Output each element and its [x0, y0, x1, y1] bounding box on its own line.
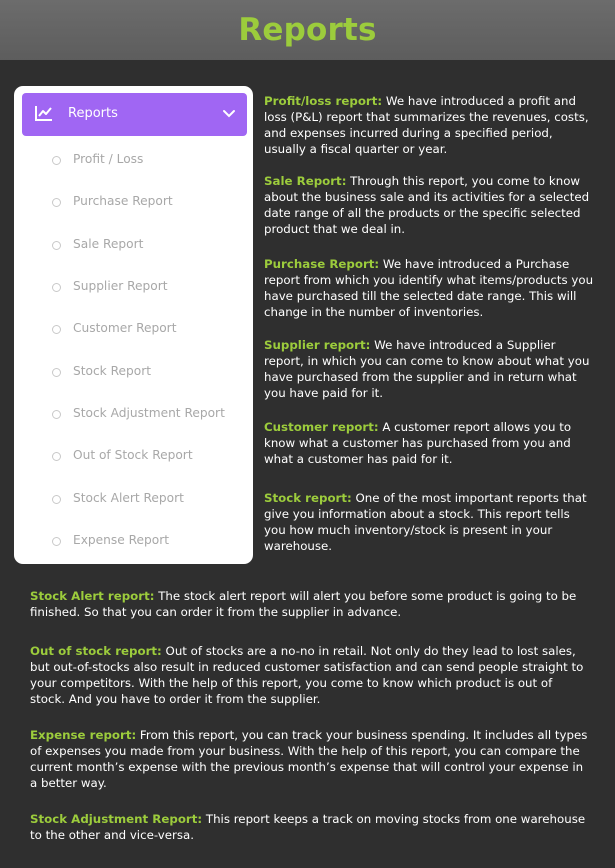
- menu-item-purchase-report[interactable]: [14, 184, 253, 224]
- description-text: We have introduced a profit and loss (P&L) report that summarizes the revenues, costs, and expenses incurred during a specified period, usually a fiscal quarter or year.: [264, 94, 589, 156]
- menu-item-label: Purchase Report: [73, 194, 173, 208]
- description-text: This report keeps a track on moving stocks from one warehouse to the other and vice-versa.: [30, 812, 586, 842]
- chevron-down-icon: [222, 107, 236, 121]
- description-customer-report: [264, 419, 594, 467]
- description-purchase-report: [264, 256, 594, 320]
- description-stock-report: [264, 490, 594, 554]
- description-term: Out of stock report:: [30, 644, 162, 658]
- circle-icon: [52, 325, 61, 334]
- menu-item-expense-report[interactable]: [14, 523, 253, 563]
- page-header: [0, 0, 615, 60]
- description-term: Stock Adjustment Report:: [30, 812, 203, 826]
- description-term: Stock report:: [264, 491, 352, 505]
- description-out-of-stock-report: [30, 643, 588, 707]
- description-stock-alert-report: [30, 588, 588, 620]
- menu-item-label: Customer Report: [73, 321, 177, 335]
- reports-menu-label: Reports: [68, 106, 118, 121]
- description-term: Expense report:: [30, 728, 137, 742]
- description-profit-loss: [264, 93, 594, 157]
- description-text: A customer report allows you to know what a customer has purchased from you and what a customer has paid for it.: [264, 420, 572, 466]
- menu-item-label: Sale Report: [73, 237, 144, 251]
- menu-item-label: Stock Alert Report: [73, 491, 184, 505]
- reports-menu-toggle[interactable]: [22, 93, 247, 136]
- circle-icon: [52, 283, 61, 292]
- menu-item-out-of-stock-report[interactable]: [14, 438, 253, 478]
- circle-icon: [52, 156, 61, 165]
- menu-item-sale-report[interactable]: [14, 227, 253, 267]
- circle-icon: [52, 537, 61, 546]
- description-text: Through this report, you come to know about the business sale and its activities for a selected date range of all the products or the specific selected product that we deal in.: [264, 174, 590, 236]
- description-term: Supplier report:: [264, 338, 371, 352]
- circle-icon: [52, 452, 61, 461]
- menu-item-label: Stock Adjustment Report: [73, 406, 225, 420]
- description-stock-adjustment-report: [30, 811, 588, 843]
- menu-item-label: Stock Report: [73, 364, 152, 378]
- description-text: The stock alert report will alert you before some product is going to be finished. So that you can order it from the supplier in advance.: [30, 589, 577, 619]
- menu-item-stock-adjustment-report[interactable]: [14, 396, 253, 436]
- menu-item-stock-alert-report[interactable]: [14, 481, 253, 521]
- description-sale-report: [264, 173, 594, 237]
- description-term: Stock Alert report:: [30, 589, 155, 603]
- description-term: Customer report:: [264, 420, 379, 434]
- circle-icon: [52, 368, 61, 377]
- reports-menu-card: [14, 86, 253, 564]
- description-term: Profit/loss report:: [264, 94, 383, 108]
- description-text: Out of stocks are a no-no in retail. Not only do they lead to lost sales, but out-of-stocks also result in reduced customer satisfaction and can send people straight to your competitors. With the help of this report, you come to know which product is out of stock. And you have to order it from the supplier.: [30, 644, 584, 706]
- description-text: We have introduced a Supplier report, in which you can come to know about what you have purchased from the supplier and in return what you have paid for it.: [264, 338, 590, 400]
- menu-item-label: Supplier Report: [73, 279, 168, 293]
- chart-icon: [35, 105, 53, 121]
- menu-item-stock-report[interactable]: [14, 354, 253, 394]
- description-supplier-report: [264, 337, 594, 401]
- description-term: Purchase Report:: [264, 257, 380, 271]
- circle-icon: [52, 241, 61, 250]
- circle-icon: [52, 410, 61, 419]
- menu-item-label: Out of Stock Report: [73, 448, 193, 462]
- description-text: We have introduced a Purchase report from which you identify what items/products you have purchased till the selected date range. This will change in the number of inventories.: [264, 257, 594, 319]
- circle-icon: [52, 495, 61, 504]
- menu-item-label: Profit / Loss: [73, 152, 144, 166]
- menu-item-supplier-report[interactable]: [14, 269, 253, 309]
- menu-item-label: Expense Report: [73, 533, 169, 547]
- description-text: One of the most important reports that give you information about a stock. This report tells you how much inventory/stock is present in your warehouse.: [264, 491, 587, 553]
- description-term: Sale Report:: [264, 174, 347, 188]
- circle-icon: [52, 198, 61, 207]
- menu-item-customer-report[interactable]: [14, 311, 253, 351]
- description-expense-report: [30, 727, 588, 791]
- page-title: Reports: [238, 12, 377, 48]
- menu-item-profit-loss[interactable]: [14, 142, 253, 182]
- description-text: From this report, you can track your business spending. It includes all types of expenses you made from your business. With the help of this report, you can compare the current month’s expense with the previous month’s expense that will control your expense in a better way.: [30, 728, 588, 790]
